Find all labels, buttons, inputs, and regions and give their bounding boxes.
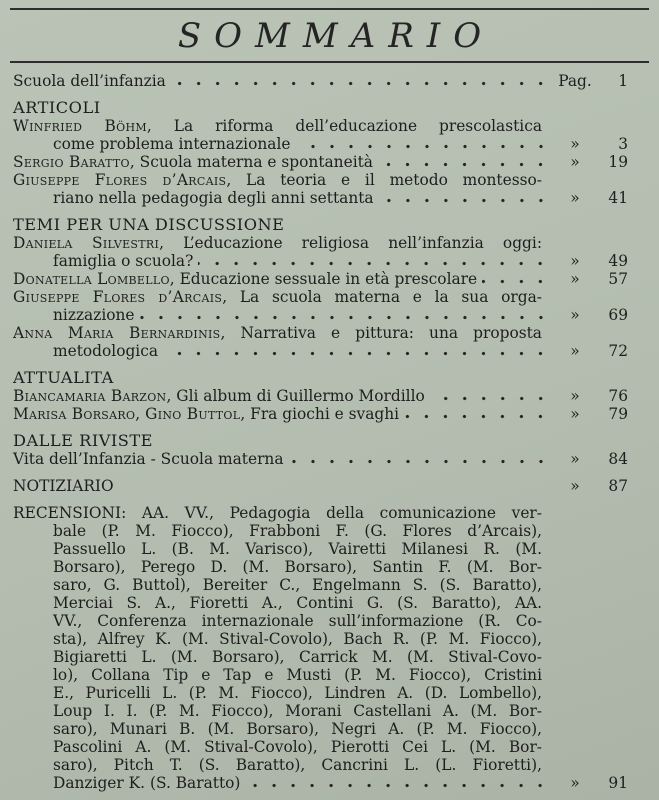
toc-line: [13, 387, 628, 405]
toc-line: [13, 738, 628, 756]
toc-line: [13, 189, 628, 207]
entry-text: [13, 612, 552, 630]
toc-line: [13, 450, 628, 468]
toc-line: [13, 288, 628, 306]
entry-text: [13, 702, 552, 720]
page-title: SOMMARIO: [177, 16, 495, 56]
toc-line: [13, 252, 628, 270]
entry-title-text: Borsaro), Perego D. (M. Borsaro), Santin F. (M. Bor-: [53, 558, 542, 576]
toc-entry: [13, 270, 628, 288]
toc-line: [13, 666, 628, 684]
author-name: Anna Maria Bernardinis: [13, 324, 221, 342]
dot-leader: [245, 774, 552, 792]
page-column-mark: »: [570, 135, 580, 153]
entry-text: [13, 450, 284, 468]
page-column-mark: Pag.: [558, 72, 592, 90]
toc-line: [13, 702, 628, 720]
entry-text: [13, 720, 552, 738]
page-number: 79: [608, 405, 628, 423]
toc-line: [13, 405, 628, 423]
entry-text: [13, 594, 552, 612]
section-heading: TEMI PER UNA DISCUSSIONE: [13, 215, 285, 234]
entry-text: [13, 405, 399, 423]
entry-title-text: E., Puricelli L. (P. M. Fiocco), Lindren A. (D. Lombello),: [53, 684, 542, 702]
entry-text: [13, 477, 114, 495]
entry-title-text: , Educazione sessuale in età prescolare: [169, 270, 478, 288]
entry-title-text: VV., Conferenza internazionale sull’informazione (R. Co-: [53, 612, 542, 630]
toc-line: [13, 306, 628, 324]
toc-entry: [13, 504, 628, 792]
author-name: Winfried Böhm: [13, 117, 147, 135]
page-column-mark: »: [570, 342, 580, 360]
entry-text: [13, 666, 552, 684]
page-number: 69: [608, 306, 628, 324]
toc-line: [13, 135, 628, 153]
entry-title-text: , L’educazione religiosa nell’infanzia oggi:: [159, 234, 543, 252]
toc-line: [13, 234, 628, 252]
page-column-mark: »: [570, 387, 580, 405]
toc-entry: [13, 171, 628, 207]
dot-leader: [379, 189, 552, 207]
entry-text: [13, 522, 552, 540]
toc-entry: [13, 477, 628, 495]
page-number: 72: [608, 342, 628, 360]
toc-line: [13, 504, 628, 522]
page-column-mark: »: [570, 477, 580, 495]
toc-line: [13, 684, 628, 702]
entry-title-text: , La scuola materna e la sua orga-: [222, 288, 542, 306]
author-name: Daniela Silvestri: [13, 234, 160, 252]
entry-text: [13, 234, 552, 252]
dot-leader: [296, 135, 553, 153]
entry-title-text: NOTIZIARIO: [13, 477, 114, 495]
toc-line: [13, 594, 628, 612]
entry-text: [13, 576, 552, 594]
toc-line: [13, 117, 628, 135]
title-rule: [10, 61, 649, 63]
toc-entry: [13, 72, 628, 90]
author-name: Marisa Borsaro: [13, 405, 136, 423]
toc-entry: [13, 153, 628, 171]
toc-line: [13, 774, 628, 792]
entry-text: [13, 171, 552, 189]
entry-text: [13, 387, 425, 405]
entry-title-text: , Fra giochi e svaghi: [240, 405, 400, 423]
dot-leader: [482, 270, 552, 288]
entry-title-text: famiglia o scuola?: [53, 252, 194, 270]
dot-leader: [119, 477, 552, 495]
entry-text: [13, 135, 291, 153]
page-number: 87: [608, 477, 628, 495]
entry-title-text: , La riforma dell’educazione prescolastica: [146, 117, 542, 135]
entry-title-text: , Gli album di Guillermo Mordillo: [166, 387, 425, 405]
entry-title-text: riano nella pedagogia degli anni settanta: [53, 189, 374, 207]
page-column-mark: »: [570, 189, 580, 207]
entry-text: [13, 342, 158, 360]
toc-line: [13, 558, 628, 576]
entry-title-text: Vita dell’Infanzia - Scuola materna: [13, 450, 284, 468]
toc-line: [13, 522, 628, 540]
toc-line: [13, 612, 628, 630]
toc-line: [13, 477, 628, 495]
entry-title-text: Danziger K. (S. Baratto): [53, 774, 241, 792]
entry-text: [13, 774, 240, 792]
section-heading: ARTICOLI: [13, 98, 101, 117]
entry-title-text: saro), Pitch T. (S. Baratto), Cancrini L. (L. Fioretti),: [53, 756, 542, 774]
toc-entry: [13, 234, 628, 270]
toc-line: [13, 630, 628, 648]
author-name: Biancamaria Barzon: [13, 387, 167, 405]
top-rule: [10, 8, 649, 10]
entry-text: [13, 558, 552, 576]
toc-line: [13, 342, 628, 360]
page-column-mark: »: [570, 405, 580, 423]
entry-title-text: come problema internazionale: [53, 135, 291, 153]
dot-leader: [163, 342, 552, 360]
dot-leader: [171, 72, 552, 90]
entry-title-text: Bigiaretti L. (M. Borsaro), Carrick M. (M. Stival-Covo-: [53, 648, 542, 666]
page-column-mark: »: [570, 774, 580, 792]
entry-title-text: Loup I. I. (P. M. Fiocco), Morani Castellani A. (M. Bor-: [53, 702, 542, 720]
toc-entry: [13, 450, 628, 468]
entry-title-text: RECENSIONI: AA. VV., Pedagogia della comunicazione ver-: [13, 504, 542, 522]
author-name: Giuseppe Flores d’Arcais: [13, 288, 223, 306]
entry-text: [13, 324, 552, 342]
entry-title-text: Merciai S. A., Fioretti A., Contini G. (S. Baratto), AA.: [53, 594, 542, 612]
entry-text: [13, 504, 552, 522]
entry-text: [13, 540, 552, 558]
page-number: 1: [618, 72, 628, 90]
toc-entry: [13, 387, 628, 405]
page-number: 57: [608, 270, 628, 288]
entry-title-text: ,: [135, 405, 146, 423]
toc-line: [13, 171, 628, 189]
toc-line: [13, 324, 628, 342]
author-name: Sergio Baratto: [13, 153, 130, 171]
toc-line: [13, 576, 628, 594]
entry-text: [13, 252, 193, 270]
entry-text: [13, 270, 477, 288]
page-column-mark: »: [570, 306, 580, 324]
page-number: 76: [608, 387, 628, 405]
toc-line: [13, 648, 628, 666]
entry-title-text: , La teoria e il metodo montesso-: [226, 171, 542, 189]
page-number: 84: [608, 450, 628, 468]
toc-line: [13, 270, 628, 288]
dot-leader: [289, 450, 552, 468]
entry-title-text: Passuello L. (B. M. Varisco), Vairetti Milanesi R. (M.: [53, 540, 542, 558]
entry-text: [13, 72, 166, 90]
entry-title-text: , Narrativa e pittura: una proposta: [220, 324, 542, 342]
entry-text: [13, 684, 552, 702]
entry-text: [13, 288, 552, 306]
toc-list: [0, 72, 659, 792]
dot-leader: [140, 306, 552, 324]
entry-title-text: bale (P. M. Fiocco), Frabboni F. (G. Flores d’Arcais),: [53, 522, 542, 540]
dot-leader: [404, 405, 552, 423]
toc-line: [13, 756, 628, 774]
section-heading: DALLE RIVISTE: [13, 431, 153, 450]
toc-line: [13, 720, 628, 738]
page-number: 3: [618, 135, 628, 153]
page-number: 91: [608, 774, 628, 792]
toc-entry: [13, 117, 628, 153]
entry-text: [13, 738, 552, 756]
page-number: 19: [608, 153, 628, 171]
entry-text: [13, 189, 374, 207]
entry-text: [13, 153, 373, 171]
page-column-mark: »: [570, 252, 580, 270]
entry-title-text: lo), Collana Tip e Tap e Musti (P. M. Fiocco), Cristini: [53, 666, 542, 684]
entry-title-text: , Scuola materna e spontaneità: [129, 153, 373, 171]
entry-text: [13, 306, 135, 324]
author-name: Giuseppe Flores d’Arcais: [13, 171, 227, 189]
entry-text: [13, 648, 552, 666]
entry-text: [13, 117, 552, 135]
toc-line: [13, 540, 628, 558]
author-name: Gino Buttol: [145, 405, 241, 423]
page-column-mark: »: [570, 270, 580, 288]
toc-entry: [13, 405, 628, 423]
section-heading: ATTUALITA: [13, 368, 114, 387]
page-number: 41: [608, 189, 628, 207]
entry-text: [13, 630, 552, 648]
page-number: 49: [608, 252, 628, 270]
entry-title-text: Pascolini A. (M. Stival-Covolo), Pierotti Cei L. (M. Bor-: [53, 738, 542, 756]
entry-title-text: saro), Munari B. (M. Borsaro), Negri A. (P. M. Fiocco),: [53, 720, 542, 738]
entry-title-text: nizzazione: [53, 306, 135, 324]
author-name: Donatella Lombello: [13, 270, 170, 288]
entry-text: [13, 756, 552, 774]
dot-leader: [378, 153, 552, 171]
entry-title-text: sta), Alfrey K. (M. Stival-Covolo), Bach R. (P. M. Fiocco),: [53, 630, 542, 648]
entry-title-text: Scuola dell’infanzia: [13, 72, 166, 90]
toc-line: [13, 153, 628, 171]
toc-entry: [13, 288, 628, 324]
toc-entry: [13, 324, 628, 360]
dot-leader: [198, 252, 552, 270]
page-column-mark: »: [570, 153, 580, 171]
dot-leader: [430, 387, 552, 405]
entry-title-text: metodologica: [53, 342, 159, 360]
toc-line: [13, 72, 628, 90]
entry-title-text: saro, G. Buttol), Bereiter C., Engelmann S. (S. Baratto),: [53, 576, 542, 594]
page-column-mark: »: [570, 450, 580, 468]
